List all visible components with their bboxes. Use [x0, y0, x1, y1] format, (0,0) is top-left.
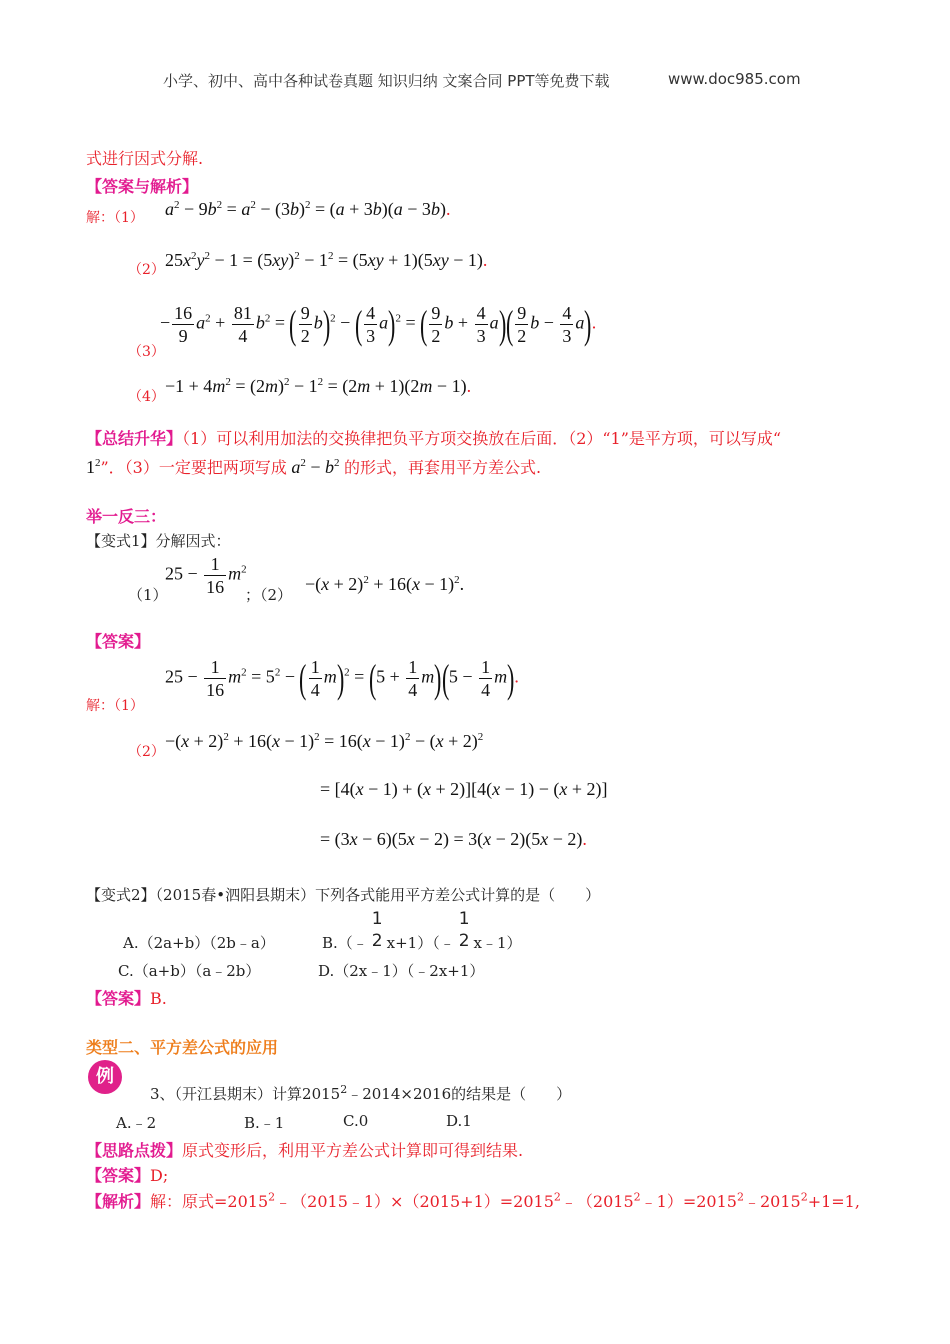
variant-1-solution-label-2: （2）: [128, 744, 165, 760]
summary-line-1: 【总结升华】（1）可以利用加法的交换律把负平方项交换放在后面．（2）“1”是平方项，可以写成“: [86, 429, 782, 448]
label-2: （2）: [128, 262, 165, 278]
type-2-title: 类型二、平方差公式的应用: [86, 1038, 279, 1057]
equation-3: − $\frac{16}{9}$ $a^2$ + $\frac{81}{4}$ $b^2$ = ( $\frac{9}{2}$ b)$^2$ − ( $\frac{4}{3}$ a)$^2$ = ( $\frac{9}{2}$ b + $\frac{4}{3}$ a)( $\frac{9}{2}$ b − $\frac{4}{3}$ a).: [160, 301, 597, 347]
variant-1-solution-prefix: 解：（1）: [86, 698, 144, 714]
example-badge-icon: 例: [88, 1060, 122, 1094]
option-c: C.（a+b）（a﹣2b）: [118, 962, 261, 980]
option-a: A.（2a+b）（2b﹣a）: [123, 934, 275, 952]
intro-text: 式进行因式分解.: [86, 149, 204, 168]
label-4: （4）: [128, 389, 165, 405]
variant-1-answer-heading: 【答案】: [86, 632, 151, 651]
variant-2-question: 【变式2】（2015春•泗阳县期末）下列各式能用平方差公式计算的是（ ）: [86, 886, 601, 904]
variant-1-expr-2: $-(x + 2)^2 + 16(x - 1)^2$.: [305, 574, 465, 594]
variant-1-answer-2-line-2: = [4(x − 1) + (x + 2)][4(x − 1) − (x + 2)]: [320, 779, 608, 799]
solution-prefix: 解：（1）: [86, 210, 144, 226]
example-option-b: B.﹣1: [244, 1114, 285, 1132]
example-answer: 【答案】D;: [86, 1166, 169, 1185]
variant-1-label-1: （1）: [128, 586, 168, 604]
example-3-question: 3、（开江县期末）计算$2015^2﹣2014\times 2016$的结果是（ ）: [150, 1083, 572, 1103]
header-title: 小学、初中、高中各种试卷真题 知识归纳 文案合同 PPT等免费下载: [163, 72, 610, 90]
label-3: （3）: [128, 344, 165, 360]
equation-1: $a^2 - 9b^2 = a^2 - (3b)^2 = (a + 3b)(a - 3b)$.: [165, 199, 451, 219]
example-analysis: 【解析】解：原式$=2015^2﹣(2015﹣1)\times(2015+1)=2015^2﹣(2015^2﹣1)=2015^2﹣2015^2+1=1$,: [86, 1190, 860, 1211]
variant-1-answer-2-line-1: $-(x + 2)^2 + 16(x - 1)^2 = 16(x - 1)^2 - (x + 2)^2$: [165, 731, 484, 751]
variant-1-expr-1: 25 − $\frac{1}{16}$ $m^2$: [165, 554, 247, 597]
header-site-link[interactable]: www.doc985.com: [668, 70, 801, 88]
variant-2-answer: 【答案】B.: [86, 989, 167, 1008]
variant-1-answer-2-line-3: = (3x − 6)(5x − 2) = 3(x − 2)(5x − 2).: [320, 829, 587, 849]
option-d: D.（2x﹣1）（﹣2x+1）: [318, 962, 485, 980]
example-option-d: D.1: [446, 1112, 472, 1130]
example-option-a: A.﹣2: [116, 1114, 157, 1132]
equation-2: $25x^2y^2 - 1 = (5xy)^2 - 1^2 = (5xy + 1)(5xy - 1)$.: [165, 250, 488, 270]
summary-line-2: $1^2$”．（3）一定要把两项写成 $a^2 - b^2$ 的形式，再套用平方差公式.: [86, 457, 542, 477]
example-option-c: C.0: [343, 1112, 369, 1130]
hint-line: 【思路点拨】原式变形后，利用平方差公式计算即可得到结果.: [86, 1141, 524, 1160]
variant-1-prompt: 【变式1】分解因式：: [86, 532, 231, 550]
variant-1-answer-1: 25 − $\frac{1}{16}$ $m^2 = 5^2$ − ( $\frac{1}{4}$ m)$^2$ = (5 + $\frac{1}{4}$ m)(5 − $\frac{1}{4}$ m).: [165, 655, 519, 701]
answer-analysis-heading: 【答案与解析】: [86, 177, 199, 196]
variant-1-separator: ；（2）: [245, 586, 293, 604]
option-b: B.（﹣ 1 2 x+1）（﹣ 1 2 x﹣1）: [322, 909, 522, 952]
practice-heading: 举一反三：: [86, 507, 167, 526]
equation-4: $-1 + 4m^2 = (2m)^2 - 1^2 = (2m + 1)(2m - 1)$.: [165, 376, 472, 396]
